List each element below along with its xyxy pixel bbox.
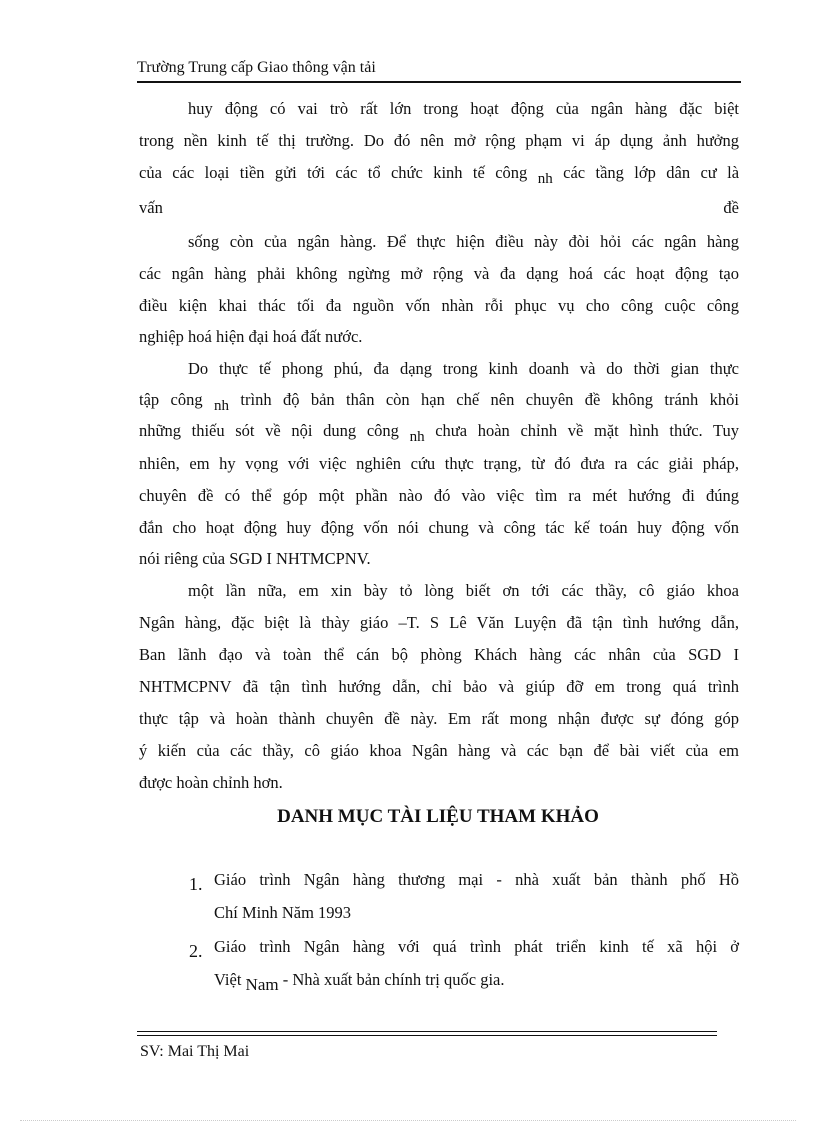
paragraph-line: Do thực tế phong phú, đa dạng trong kinh doanh và do thời gian thực [188,359,739,378]
paragraph-line: nói riêng của SGD I NHTMCPNV. [139,549,371,568]
paragraph-line: các ngân hàng phải không ngừng mở rộng và đa dạng hoá các hoạt động tạo [139,264,739,283]
footer-rule [137,1031,717,1036]
paragraph-line: nghiệp hoá hiện đại hoá đất nước. [139,327,363,346]
paragraph-line: huy động có vai trò rất lớn trong hoạt động của ngân hàng đặc biệt [188,99,739,118]
page-edge-dotted-line [20,1120,796,1121]
references-title: DANH MỤC TÀI LIỆU THAM KHẢO [277,806,599,827]
reference-number: 1. [189,874,203,894]
reference-item: Chí Minh Năm 1993 [214,903,352,922]
paragraph-line: điều kiện khai thác tối đa nguồn vốn nhàn rỗi phục vụ cho công cuộc công [139,296,739,315]
reference-item: Giáo trình Ngân hàng với quá trình phát triển kinh tế xã hội ở [214,937,739,956]
paragraph-line: sống còn của ngân hàng. Để thực hiện điều này đòi hỏi các ngân hàng [188,232,739,251]
reference-item: Việt Nam - Nhà xuất bản chính trị quốc gia. [214,970,505,994]
paragraph-line: đắn cho hoạt động huy động vốn nói chung và công tác kế toán huy động vốn [139,518,739,537]
paragraph-line: Ban lãnh đạo và toàn thể cán bộ phòng Khách hàng các nhân của SGD I [139,645,739,664]
reference-number: 2. [189,941,203,961]
paragraph-line: một lần nữa, em xin bày tỏ lòng biết ơn tới các thầy, cô giáo khoa [188,581,739,600]
paragraph-line: những thiếu sót về nội dung công nh chưa hoàn chỉnh về mặt hình thức. Tuy [139,421,740,445]
paragraph-line: chuyên đề có thể góp một phần nào đó vào việc tìm ra mét hướng đi đúng [139,486,739,505]
paragraph-line: nhiên, em hy vọng với việc nghiên cứu thực trạng, từ đó đưa ra các giải pháp, [139,454,739,473]
paragraph-line: được hoàn chỉnh hơn. [139,773,283,792]
paragraph-line: ý kiến của các thầy, cô giáo khoa Ngân hàng và các bạn để bài viết của em [139,741,739,760]
paragraph-line: trong nền kinh tế thị trường. Do đó nên mở rộng phạm vi áp dụng ảnh hưởng [139,131,739,150]
paragraph-line: vấn đề [139,198,739,217]
paragraph-line: của các loại tiền gửi tới các tổ chức kinh tế công nh các tầng lớp dân cư là [139,163,740,187]
paragraph-line: thực tập và hoàn thành chuyên đề này. Em rất mong nhận được sự đóng góp [139,709,739,728]
page-footer: SV: Mai Thị Mai [140,1043,250,1060]
paragraph-line: tập công nh trình độ bản thân còn hạn chế nên chuyên đề không tránh khỏi [139,390,740,414]
page-header: Trường Trung cấp Giao thông vận tải [137,58,741,83]
paragraph-line: Ngân hàng, đặc biệt là thày giáo –T. S Lê Văn Luyện đã tận tình hướng dẫn, [139,613,739,632]
paragraph-line: NHTMCPNV đã tận tình hướng dẫn, chỉ bảo và giúp đỡ em trong quá trình [139,677,739,696]
reference-item: Giáo trình Ngân hàng thương mại - nhà xuất bản thành phố Hồ [214,870,739,889]
